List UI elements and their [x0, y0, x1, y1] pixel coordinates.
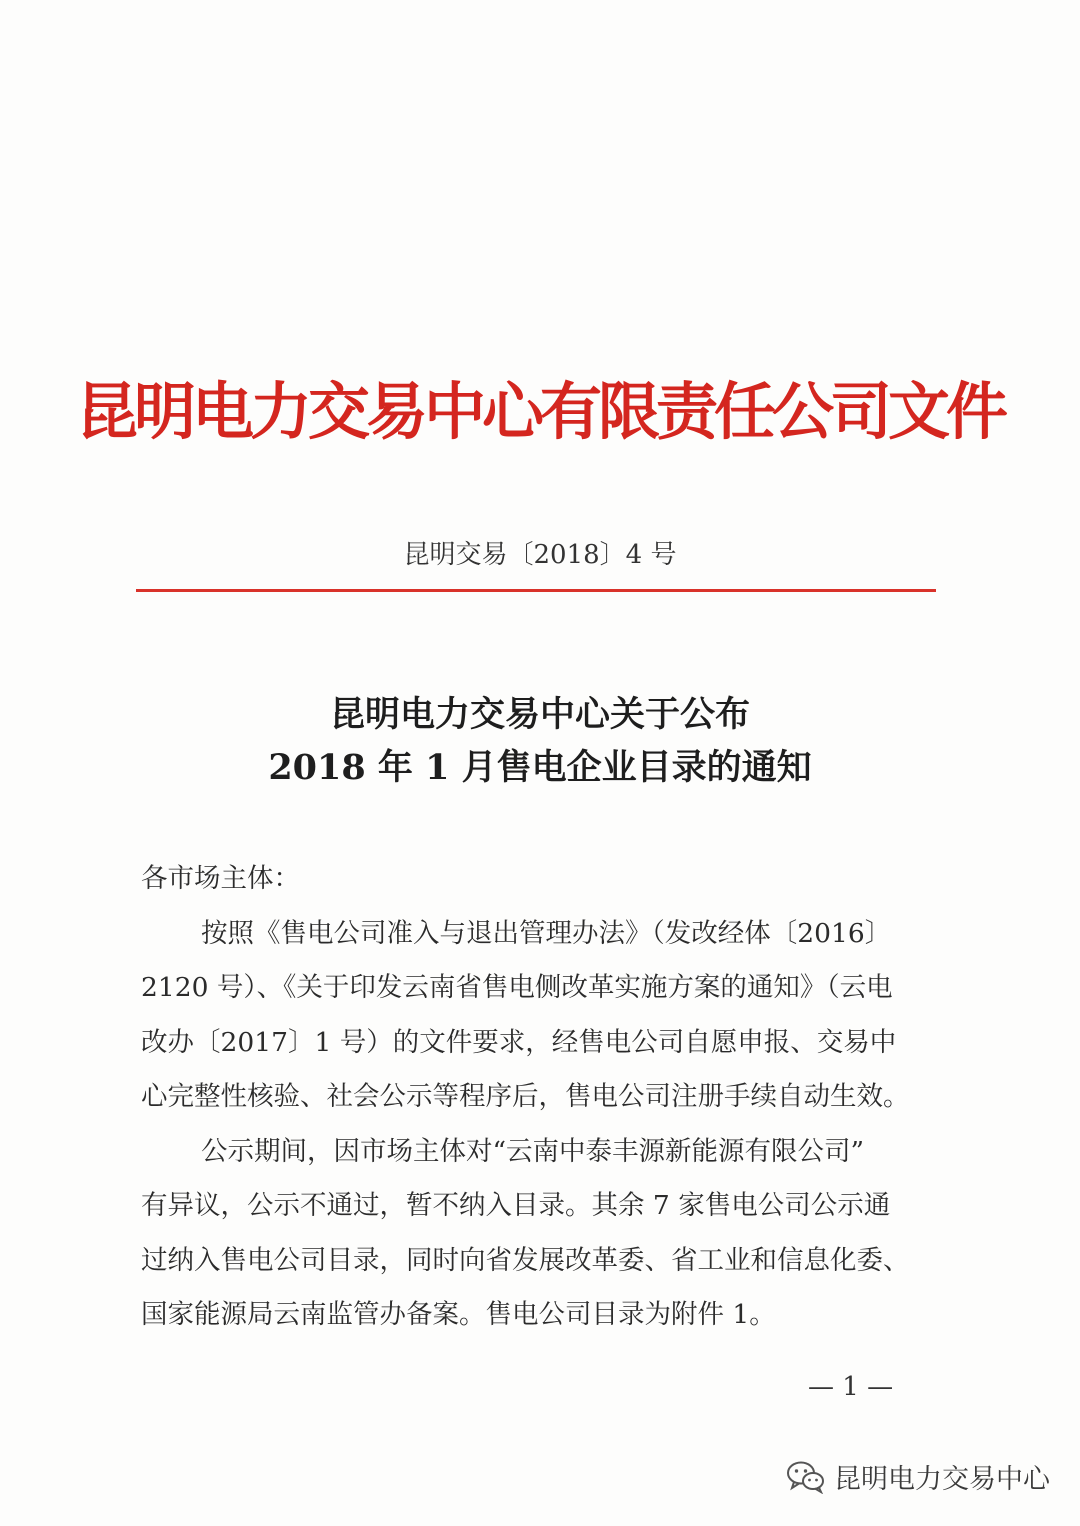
body-line: 有异议，公示不通过，暂不纳入目录。其余 7 家售电公司公示通 [141, 1190, 891, 1221]
notice-title [0, 688, 1080, 794]
body-line: 心完整性核验、社会公示等程序后，售电公司注册手续自动生效。 [141, 1081, 910, 1112]
notice-title-line-2: 2018 年 1 月售电企业目录的通知 [268, 747, 812, 788]
red-divider [136, 589, 936, 592]
issuer-letterhead: 昆明电力交易中心有限责任公司文件 [75, 375, 1004, 448]
body-line: 2120 号）、《关于印发云南省售电侧改革实施方案的通知》（云电 [141, 972, 893, 1003]
notice-title-line-1: 昆明电力交易中心关于公布 [329, 694, 750, 735]
body-line: 公示期间，因市场主体对“云南中泰丰源新能源有限公司” [201, 1135, 865, 1167]
source-watermark [786, 1457, 1050, 1496]
body-line: 过纳入售电公司目录，同时向省发展改革委、省工业和信息化委、 [141, 1244, 910, 1276]
body-line: 国家能源局云南监管办备案。售电公司目录为附件 1。 [141, 1299, 776, 1330]
page-number: — 1 — [808, 1372, 894, 1402]
document-number: 昆明交易〔2018〕4 号 [403, 540, 677, 570]
watermark-text: 昆明电力交易中心 [834, 1464, 1050, 1495]
salutation: 各市场主体： [141, 863, 300, 894]
wechat-icon [786, 1460, 826, 1494]
body-line: 改办〔2017〕1 号）的文件要求，经售电公司自愿申报、交易中 [141, 1026, 897, 1058]
notice-body [141, 852, 941, 1343]
body-line: 按照《售电公司准入与退出管理办法》（发改经体〔2016〕 [201, 917, 892, 949]
